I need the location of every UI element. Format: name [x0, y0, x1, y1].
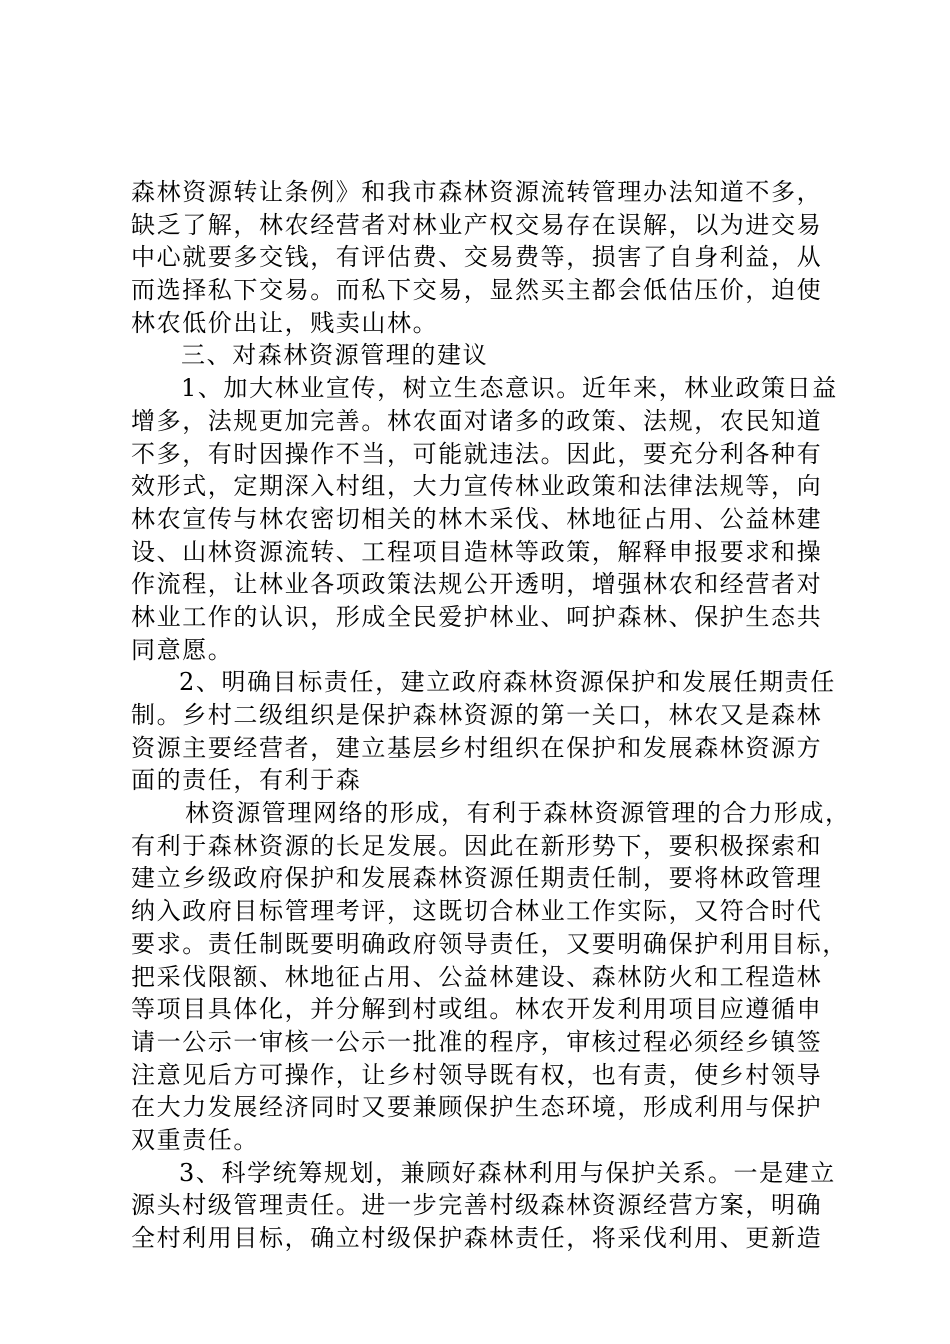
text-line: 纳入政府目标管理考评，这既切合林业工作实际，又符合时代: [131, 897, 823, 926]
text-line: 把采伐限额、林地征占用、公益林建设、森林防火和工程造林: [131, 962, 823, 991]
section-heading: 三、对森林资源管理的建议: [181, 341, 489, 370]
text-line: 在大力发展经济同时又要兼顾保护生态环境，形成利用与保护: [131, 1093, 823, 1122]
text-line: 同意愿。: [131, 635, 234, 664]
text-line: 林农宣传与林农密切相关的林木采伐、林地征占用、公益林建: [131, 504, 823, 533]
paragraph-start: 林资源管理网络的形成，有利于森林资源管理的合力形成，: [185, 799, 851, 828]
text-line: 资源主要经营者，建立基层乡村组织在保护和发展森林资源方: [131, 733, 823, 762]
text-line: 源头村级管理责任。进一步完善村级森林资源经营方案，明确: [131, 1191, 823, 1220]
text-line: 制。乡村二级组织是保护森林资源的第一关口，林农又是森林: [131, 701, 823, 729]
text-line: 而选择私下交易。而私下交易，显然买主都会低估压价，迫使: [131, 276, 823, 305]
text-line: 建立乡级政府保护和发展森林资源任期责任制，要将林政管理: [131, 864, 823, 893]
text-line: 要求。责任制既要明确政府领导责任，又要明确保护利用目标，: [131, 929, 848, 958]
text-line: 面的责任，有利于森: [131, 766, 362, 795]
text-line: 林农低价出让，贱卖山林。: [131, 308, 439, 337]
text-line: 缺乏了解，林农经营者对林业产权交易存在误解，以为进交易: [131, 210, 823, 239]
paragraph-start: 2、明确目标责任，建立政府森林资源保护和发展任期责任: [179, 668, 836, 697]
paragraph-start: 1、加大林业宣传，树立生态意识。近年来，林业政策日益: [181, 374, 838, 403]
text-line: 效形式，定期深入村组，大力宣传林业政策和法律法规等，向: [131, 472, 823, 501]
text-line: 双重责任。: [131, 1125, 259, 1154]
body-text: [131, 176, 851, 1255]
text-line: 等项目具体化，并分解到村或组。林农开发利用项目应遵循申: [131, 995, 823, 1024]
text-line: 增多，法规更加完善。林农面对诸多的政策、法规，农民知道: [131, 406, 823, 435]
text-line: 森林资源转让条例》和我市森林资源流转管理办法知道不多，: [131, 178, 823, 206]
text-line: 设、山林资源流转、工程项目造林等政策，解释申报要求和操: [131, 537, 823, 566]
paragraph-start: 3、科学统筹规划，兼顾好森林利用与保护关系。一是建立: [179, 1158, 836, 1187]
text-line: 全村利用目标，确立村级保护森林责任，将采伐利用、更新造: [131, 1224, 823, 1252]
text-line: 中心就要多交钱，有评估费、交易费等，损害了自身利益，从: [131, 243, 823, 272]
text-line: 有利于森林资源的长足发展。因此在新形势下，要积极探索和: [131, 831, 823, 860]
text-line: 林业工作的认识，形成全民爱护林业、呵护森林、保护生态共: [131, 602, 823, 631]
text-line: 不多，有时因操作不当，可能就违法。因此，要充分利各种有: [131, 439, 823, 468]
text-line: 请一公示一审核一公示一批准的程序，审核过程必须经乡镇签: [131, 1027, 823, 1056]
text-line: 注意见后方可操作，让乡村领导既有权，也有责，使乡村领导: [131, 1060, 823, 1089]
text-line: 作流程，让林业各项政策法规公开透明，增强林农和经营者对: [131, 570, 823, 599]
